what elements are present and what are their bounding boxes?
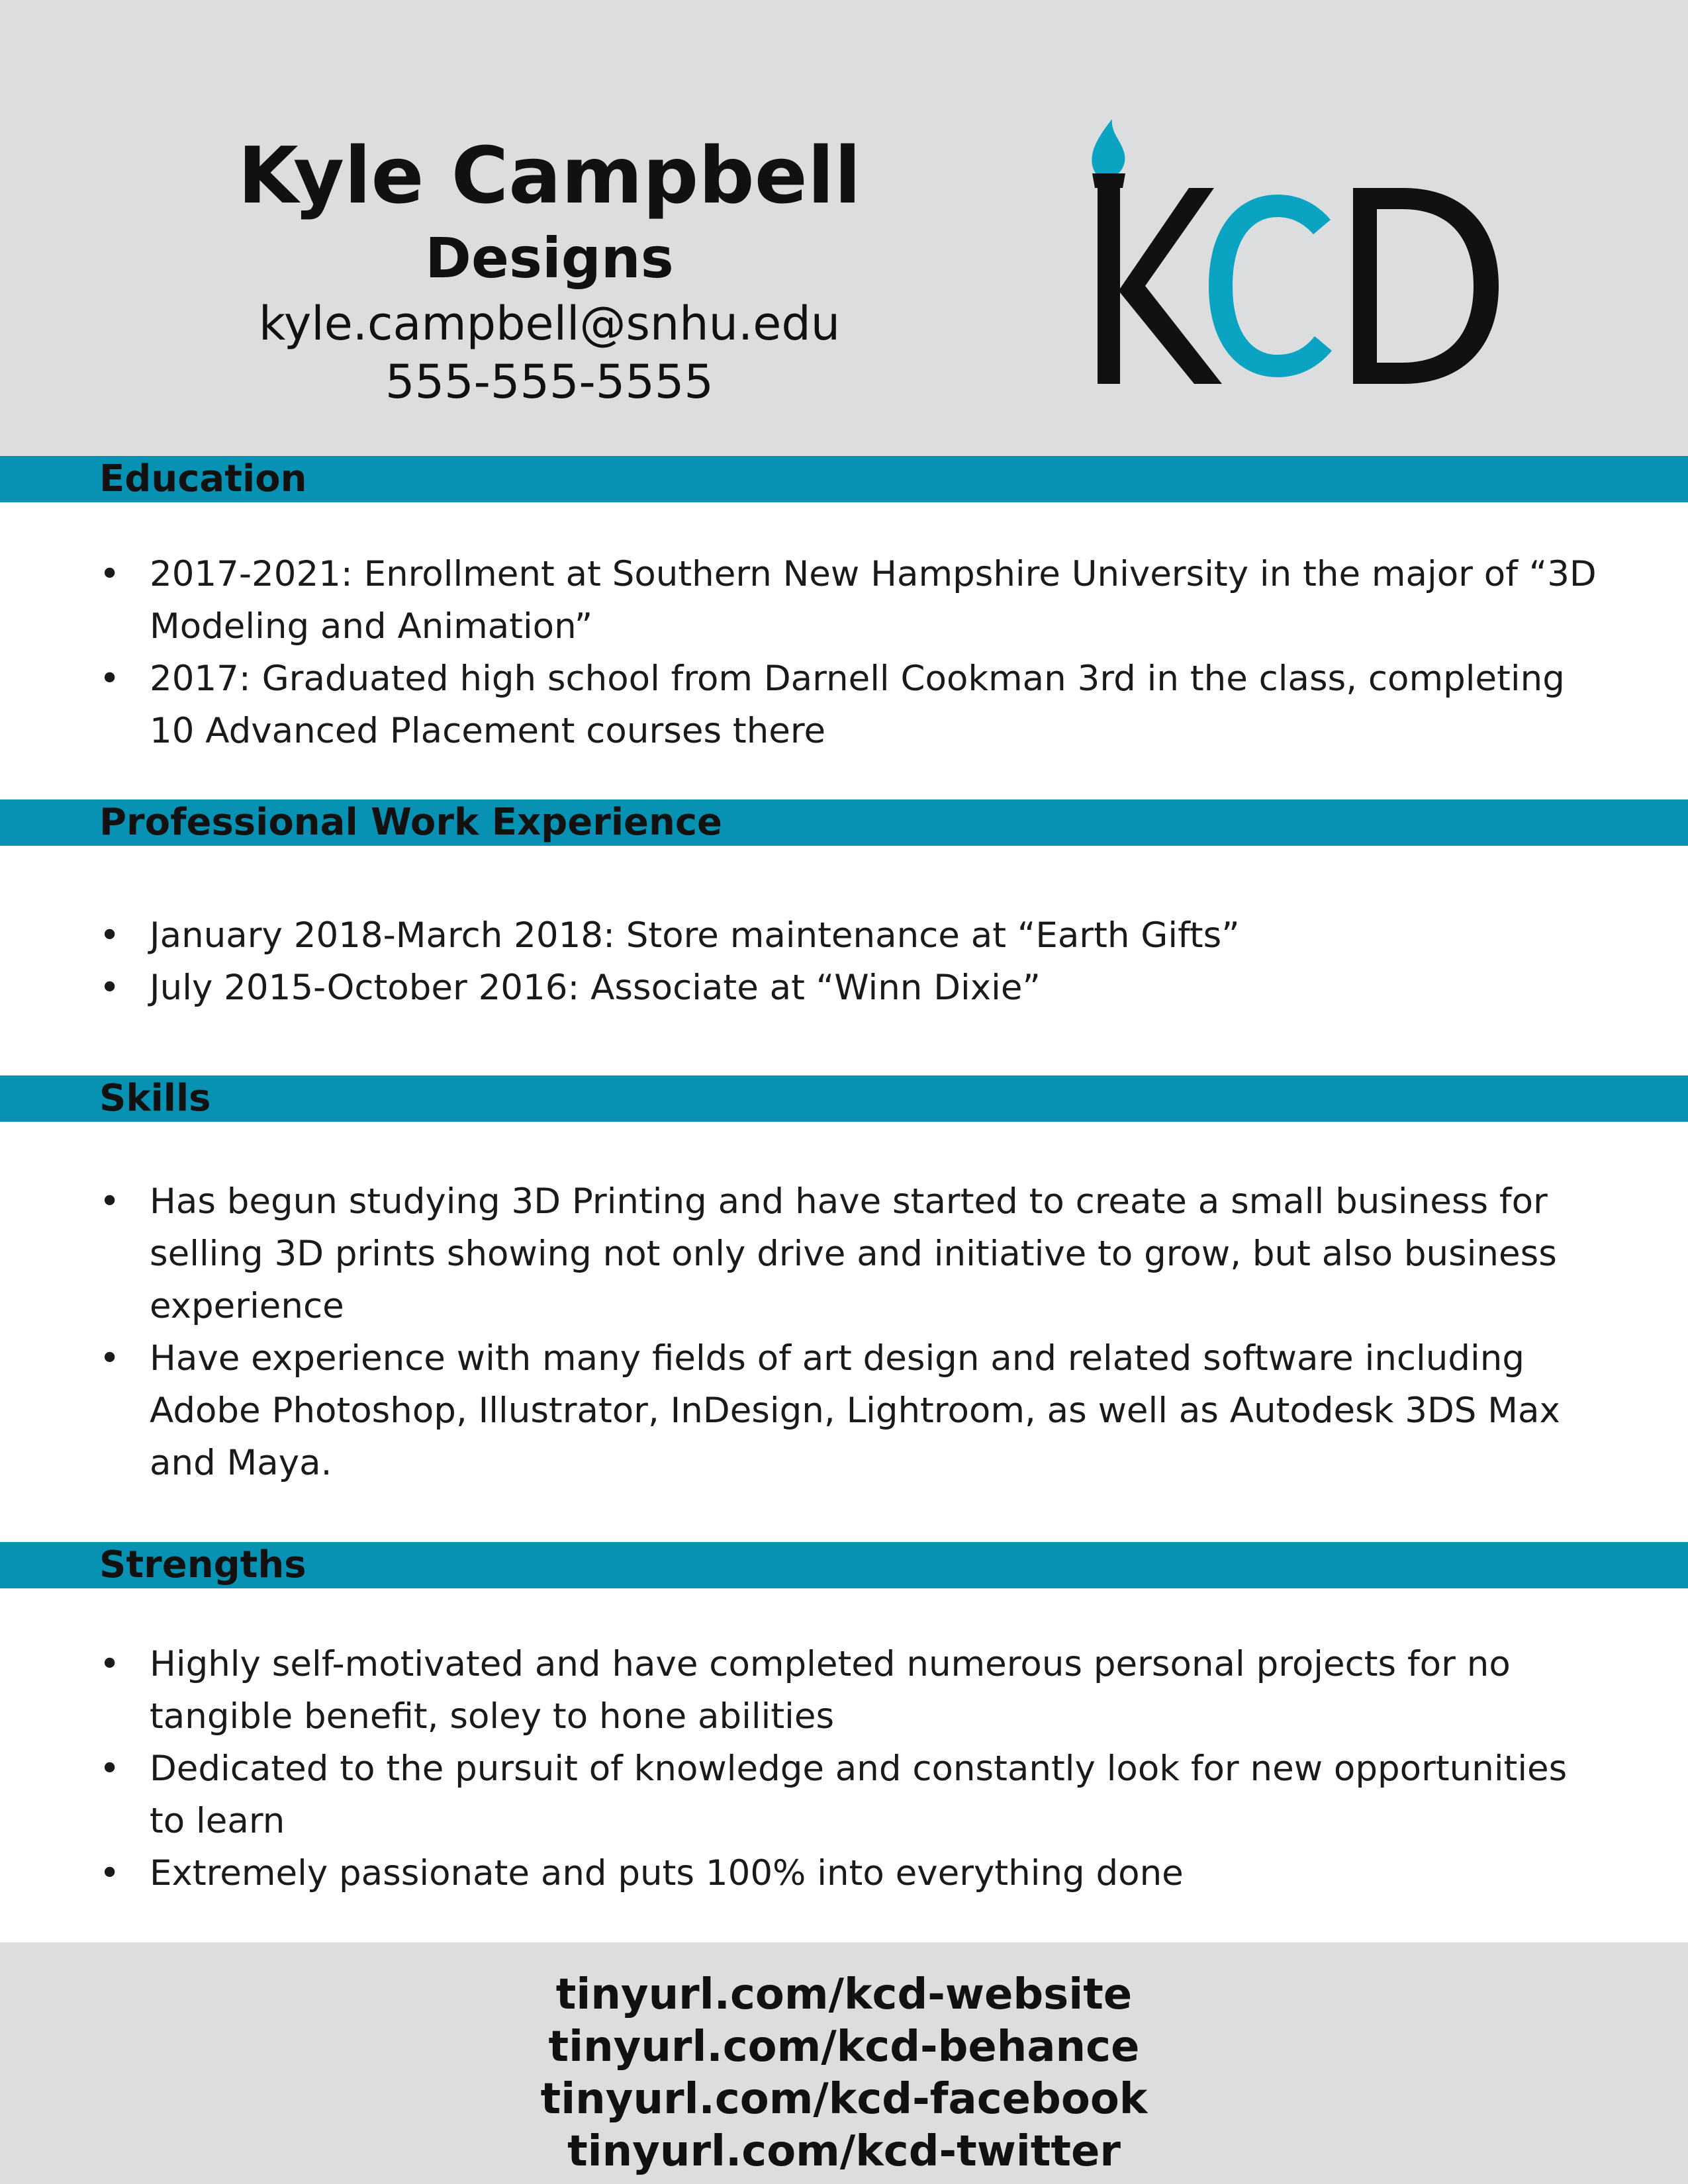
behance-link[interactable]: tinyurl.com/kcd-behance — [548, 2023, 1140, 2071]
list-item — [99, 1332, 1609, 1489]
list-item-text: January 2018-March 2018: Store maintenance at “Earth Gifts” — [150, 915, 1240, 956]
header — [0, 0, 1688, 456]
list-item — [99, 1175, 1609, 1332]
list-item — [99, 653, 1609, 757]
footer — [0, 1942, 1688, 2184]
logo-letter-k-stem — [1098, 188, 1120, 384]
education-list — [99, 548, 1609, 757]
list-item-text: July 2015-October 2016: Associate at “Winn Dixie” — [150, 968, 1041, 1008]
person-name: Kyle Campbell — [238, 130, 861, 221]
bullet: • — [99, 1853, 120, 1893]
bullet: • — [99, 968, 120, 1008]
bullet: • — [99, 915, 120, 956]
skills-list — [99, 1175, 1609, 1489]
work-experience-list — [99, 909, 1609, 1014]
facebook-link[interactable]: tinyurl.com/kcd-facebook — [540, 2075, 1148, 2124]
section-title-education: Education — [99, 457, 307, 500]
bullet: • — [99, 1749, 120, 1789]
section-title-work-experience: Professional Work Experience — [99, 801, 723, 844]
phone-number: 555-555-5555 — [385, 355, 714, 409]
section-title-skills: Skills — [99, 1077, 211, 1120]
bullet: • — [99, 1338, 120, 1379]
list-item — [99, 1743, 1609, 1847]
website-link[interactable]: tinyurl.com/kcd-website — [555, 1970, 1133, 2019]
list-item — [99, 548, 1609, 653]
twitter-link[interactable]: tinyurl.com/kcd-twitter — [567, 2127, 1121, 2176]
strengths-list — [99, 1638, 1609, 1899]
brand-subtitle: Designs — [425, 226, 674, 291]
bullet: • — [99, 659, 120, 699]
logo-letter-k-arms — [1120, 188, 1222, 384]
bullet: • — [99, 1644, 120, 1684]
list-item-text: 2017-2021: Enrollment at Southern New Hampshire University in the major of “3D Modeling and Animation” — [150, 554, 1597, 647]
bullet: • — [99, 1181, 120, 1222]
section-title-strengths: Strengths — [99, 1543, 306, 1586]
list-item-text: 2017: Graduated high school from Darnell Cookman 3rd in the class, completing 10 Advanced Placement courses there — [150, 659, 1565, 751]
list-item — [99, 1847, 1609, 1899]
paintbrush-icon — [1092, 119, 1125, 179]
list-item — [99, 909, 1609, 962]
logo-letter-c — [1209, 195, 1332, 377]
footer-links — [0, 1969, 1688, 2178]
list-item-text: Have experience with many fields of art design and related software including Adobe Photoshop, Illustrator, InDesign, Lightroom, as well as Autodesk 3DS Max and Maya. — [150, 1338, 1560, 1483]
section-band-skills — [0, 1075, 1688, 1122]
bullet: • — [99, 554, 120, 594]
kcd-logo — [1072, 119, 1509, 397]
email-address: kyle.campbell@snhu.edu — [258, 296, 841, 351]
logo-letter-d — [1353, 188, 1499, 384]
list-item — [99, 962, 1609, 1014]
list-item-text: Dedicated to the pursuit of knowledge and constantly look for new opportunities to learn — [150, 1749, 1568, 1841]
brush-ferrule — [1092, 173, 1125, 188]
list-item-text: Highly self-motivated and have completed numerous personal projects for no tangible benefit, soley to hone abilities — [150, 1644, 1511, 1737]
name-block — [199, 129, 900, 411]
list-item — [99, 1638, 1609, 1743]
list-item-text: Has begun studying 3D Printing and have started to create a small business for selling 3D prints showing not only drive and initiative to grow, but also business experience — [150, 1181, 1557, 1326]
list-item-text: Extremely passionate and puts 100% into everything done — [150, 1853, 1184, 1893]
